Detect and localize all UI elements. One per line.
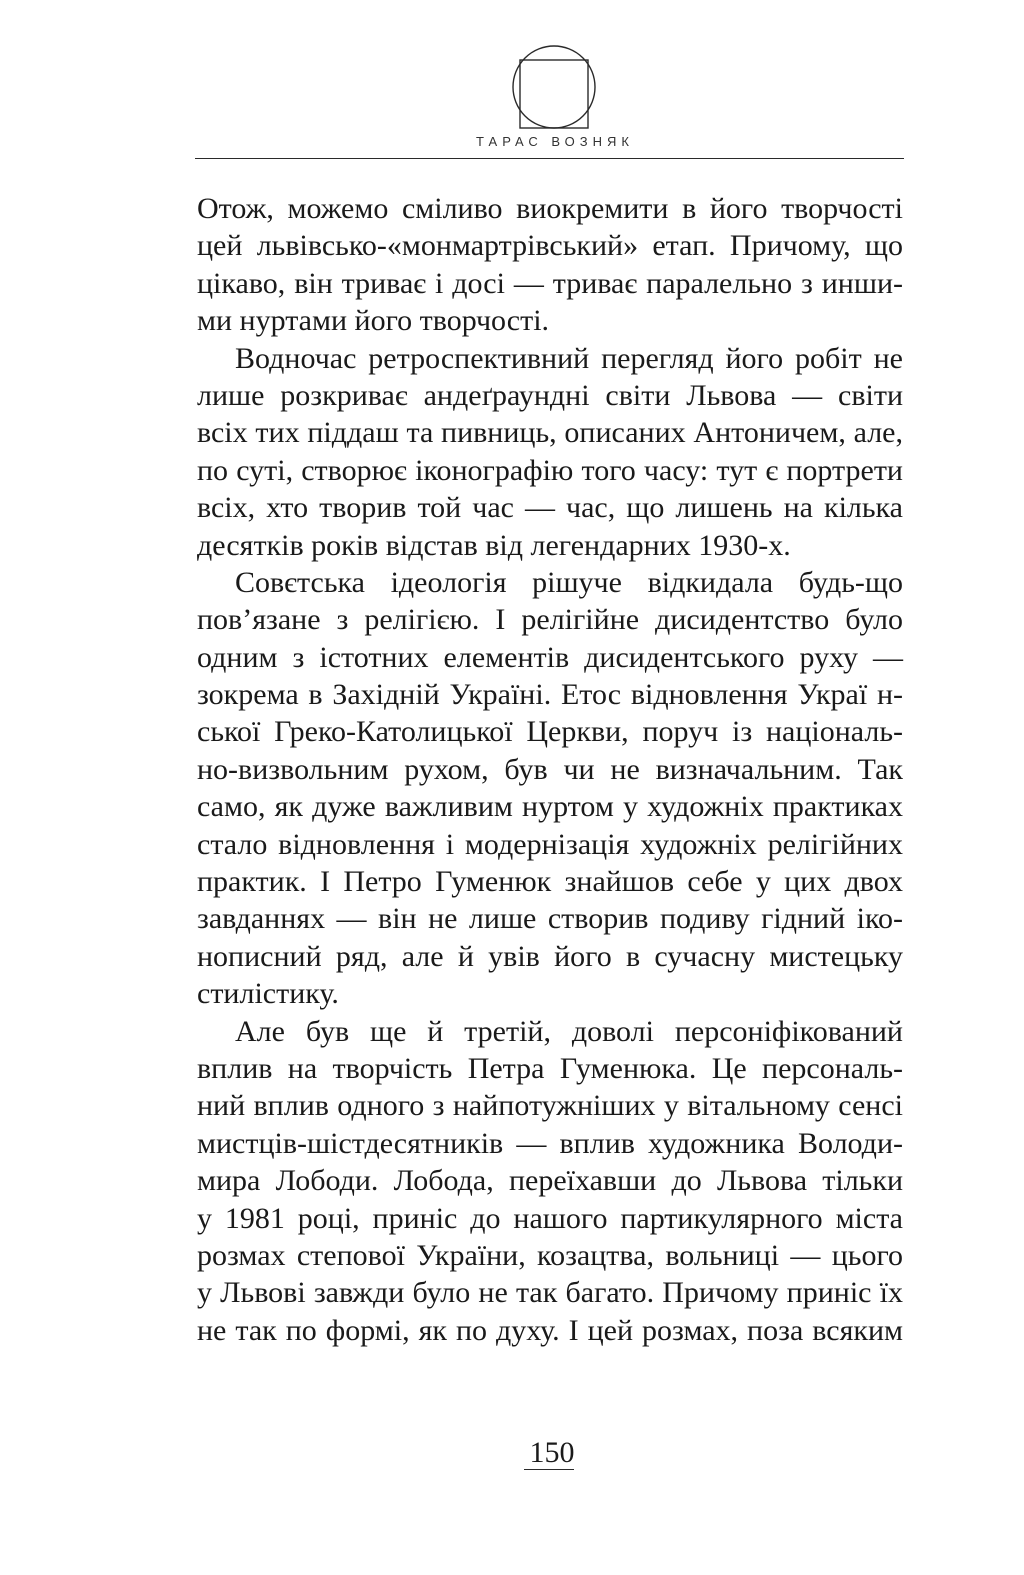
text-line: десятків років відстав від легендарних 1930-х. [197, 528, 791, 562]
text-line: пов’язане з релігією. І релігійне дисидентство було [197, 603, 903, 637]
text-line: у 1981 році, приніс до нашого партикулярного міста [197, 1201, 903, 1235]
text-line: не так по формі, як по духу. І цей розмах, поза всяким [197, 1313, 903, 1347]
body-text [197, 190, 903, 1349]
text-line: мира Лободи. Лобода, переїхавши до Львова тільки [197, 1164, 903, 1198]
text-line: по суті, створює іконографію того часу: тут є портрети [197, 453, 903, 487]
text-line: практик. І Петро Гуменюк знайшов себе у цих двох [197, 865, 903, 899]
header-rule [195, 158, 904, 159]
text-line: розмах степової України, козацтва, вольниці — цього [197, 1238, 903, 1272]
text-line: всіх тих піддаш та пивниць, описаних Антоничем, але, [197, 416, 903, 450]
text-line: Отож, можемо сміливо виокремити в його творчості [197, 192, 903, 225]
text-line: завданнях — він не лише створив подиву гідний іко- [197, 902, 903, 936]
circle-square-logo-icon [511, 44, 597, 130]
paragraph [197, 340, 903, 564]
text-line: ської Греко-Католицької Церкви, поруч із національ- [197, 715, 903, 749]
text-line: само, як дуже важливим нуртом у художніх практиках [197, 790, 903, 824]
text-line: стало відновлення і модернізація художніх релігійних [197, 827, 903, 861]
text-line: но-визвольним рухом, був чи не визначальним. Так [197, 752, 903, 786]
text-line: вплив на творчість Петра Гуменюка. Це персональ- [197, 1051, 903, 1085]
text-line: нописний ряд, але й увів його в сучасну мистецьку [197, 939, 903, 973]
text-line: стилістику. [197, 977, 339, 1011]
paragraph [197, 1013, 903, 1350]
text-line: Водночас ретроспективний перегляд його робіт не [235, 341, 903, 375]
text-line: лише розкриває андеґраундні світи Львова — світи [197, 378, 903, 412]
text-line: одним з істотних елементів дисидентського руху — [197, 640, 903, 674]
text-line: Совєтська ідеологія рішуче відкидала будь-що [235, 565, 903, 599]
text-line: ми нуртами його творчості. [197, 304, 550, 338]
paragraph [197, 190, 903, 340]
text-line: ний вплив одного з найпотужніших у вітальному сенсі [197, 1089, 903, 1123]
paragraph [197, 564, 903, 1013]
text-line: цікаво, він триває і досі — триває паралельно з инши- [197, 266, 903, 300]
text-line: у Львові завжди було не так багато. Причому приніс їх [197, 1276, 903, 1310]
text-line: всіх, хто творив той час — час, що лишень на кілька [197, 491, 903, 525]
page-number-rule [524, 1469, 574, 1470]
running-head: ТАРАС ВОЗНЯК [476, 134, 634, 149]
text-line: зокрема в Західній Україні. Етос відновлення Украї н- [197, 678, 903, 712]
page-number: 150 [529, 1436, 575, 1469]
text-line: Але був ще й третій, доволі персоніфікований [235, 1014, 903, 1048]
text-line: цей львівсько-«монмартрівський» етап. Причому, що [197, 229, 903, 263]
text-line: мистців-шістдесятників — вплив художника Володи- [197, 1126, 903, 1160]
